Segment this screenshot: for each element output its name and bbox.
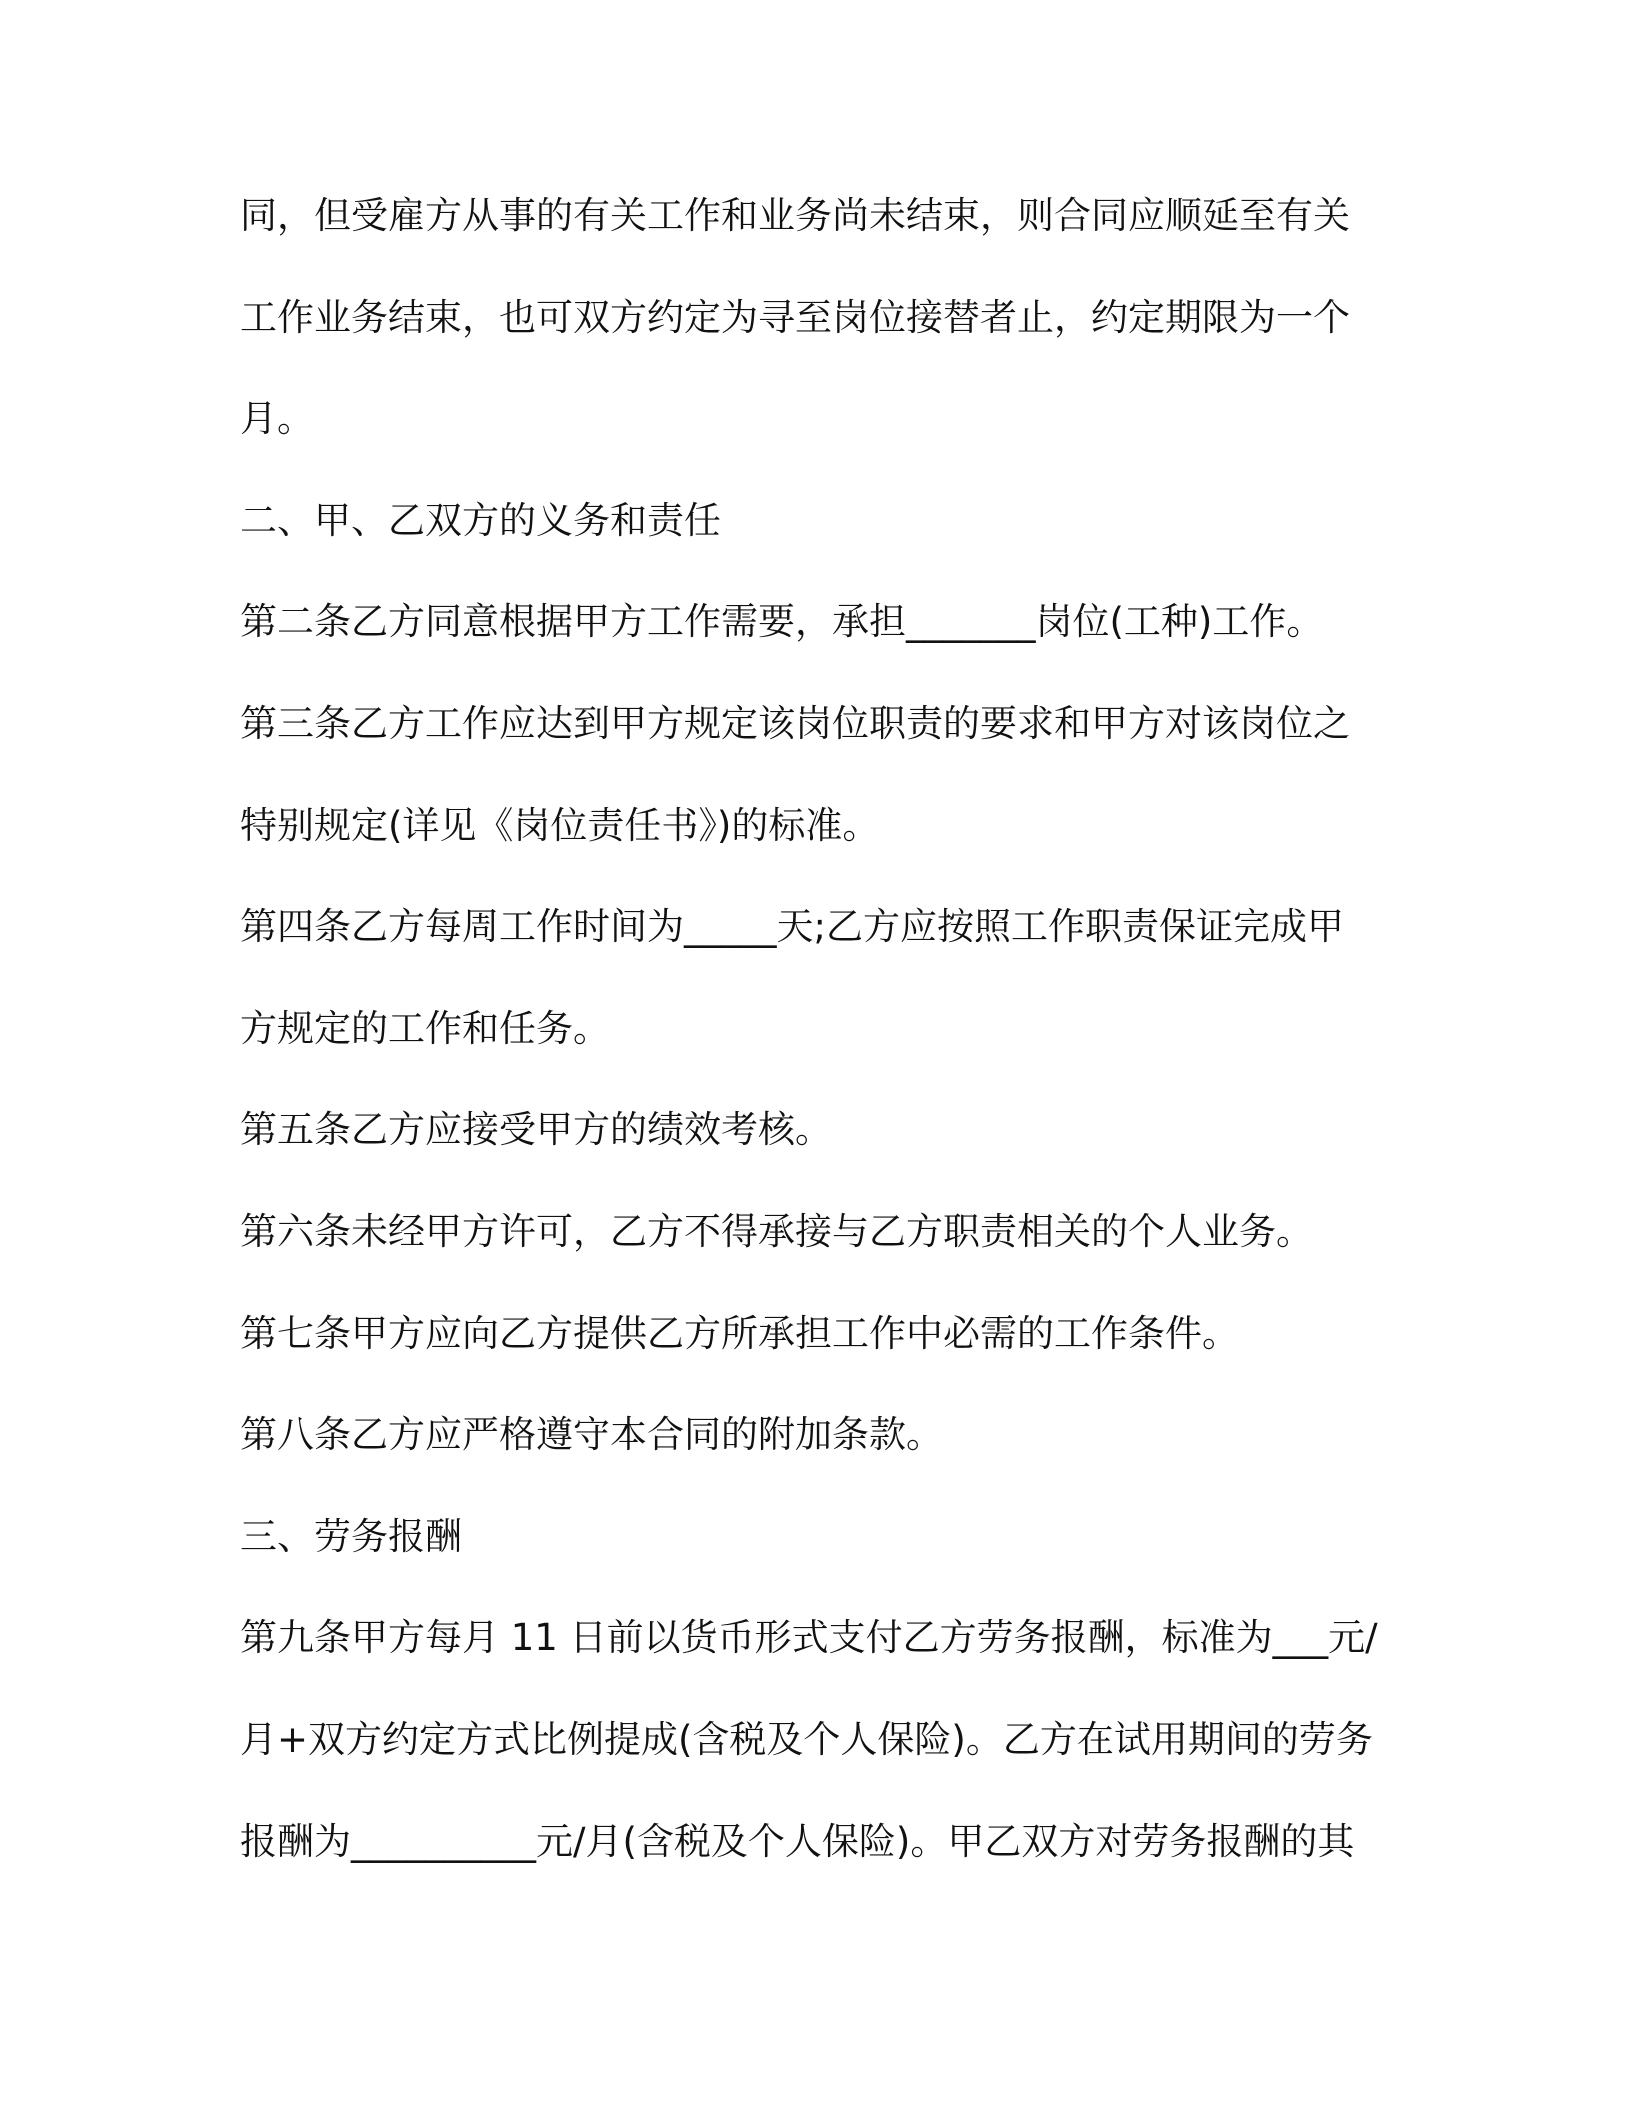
clause-6: 第六条未经甲方许可，乙方不得承接与乙方职责相关的个人业务。 [240, 1209, 1313, 1253]
clause-7: 第七条甲方应向乙方提供乙方所承担工作中必需的工作条件。 [240, 1311, 1239, 1355]
clause-2: 第二条乙方同意根据甲方工作需要，承担_______岗位(工种)工作。 [240, 600, 1324, 644]
text-line: 报酬为__________元/月(含税及个人保险)。甲乙双方对劳务报酬的其 [240, 1819, 1355, 1863]
text-line: 月+双方约定方式比例提成(含税及个人保险)。乙方在试用期间的劳务 [240, 1717, 1373, 1761]
text-line: 同，但受雇方从事的有关工作和业务尚未结束，则合同应顺延至有关 [240, 194, 1350, 237]
clause-3: 第三条乙方工作应达到甲方规定该岗位职责的要求和甲方对该岗位之 [240, 701, 1350, 745]
clause-8: 第八条乙方应严格遵守本合同的附加条款。 [240, 1413, 943, 1457]
clause-9: 第九条甲方每月 11 日前以货币形式支付乙方劳务报酬，标准为___元/ [240, 1616, 1378, 1660]
text-line: 特别规定(详见《岗位责任书》)的标准。 [240, 803, 880, 847]
text-line: 工作业务结束，也可双方约定为寻至岗位接替者止，约定期限为一个 [240, 295, 1350, 339]
section-heading: 三、劳务报酬 [240, 1514, 462, 1558]
text-line: 方规定的工作和任务。 [240, 1006, 610, 1050]
clause-4: 第四条乙方每周工作时间为_____天;乙方应按照工作职责保证完成甲 [240, 905, 1344, 949]
document-body [240, 185, 1410, 1912]
text-line: 月。 [240, 397, 314, 441]
section-heading: 二、甲、乙双方的义务和责任 [240, 498, 721, 542]
clause-5: 第五条乙方应接受甲方的绩效考核。 [240, 1108, 832, 1152]
